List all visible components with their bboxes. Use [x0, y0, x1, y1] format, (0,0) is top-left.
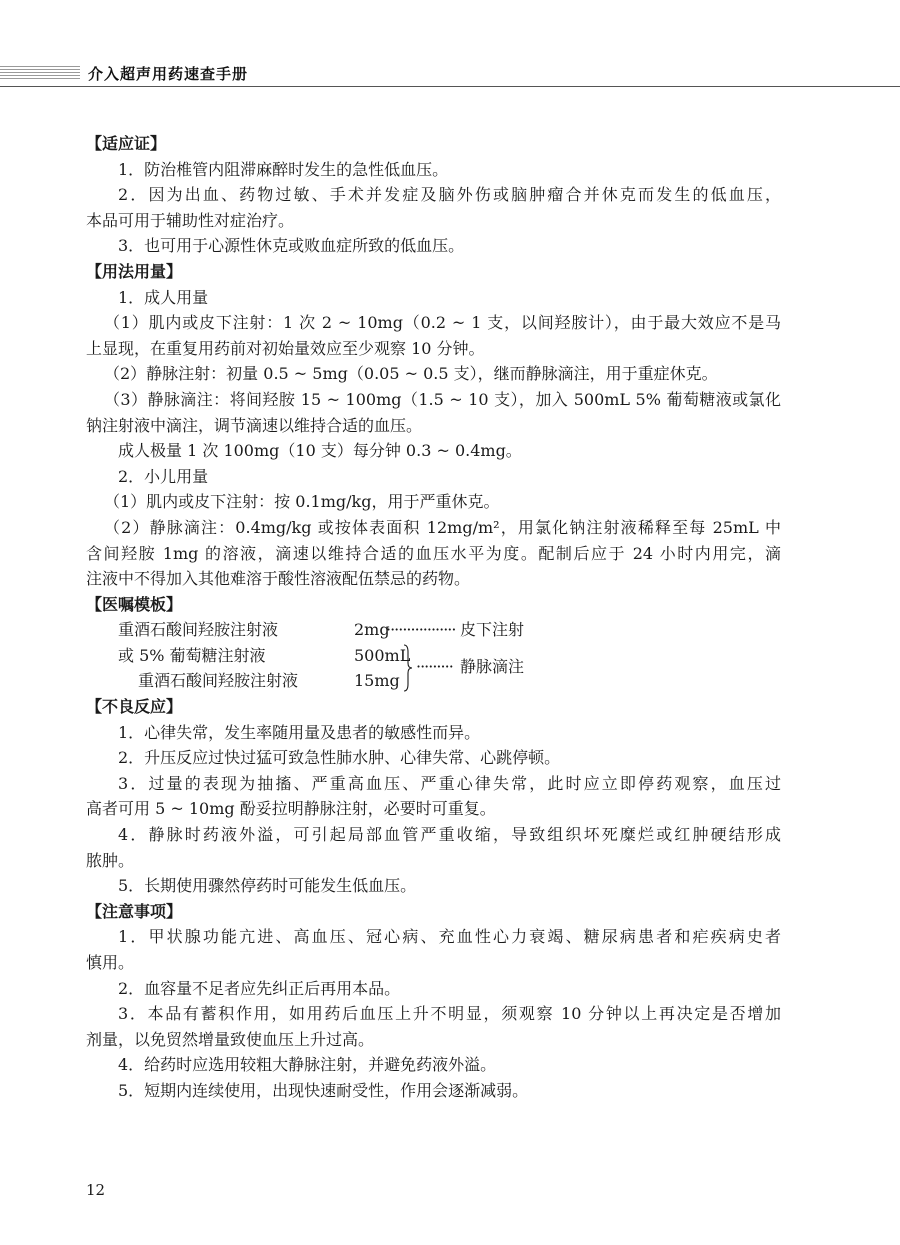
section-heading-prescription: 【医嘱模板】	[86, 594, 183, 614]
paragraph-line: 4．静脉时药液外溢，可引起局部血管严重收缩，导致组织坏死糜烂或红肿硬结形成	[118, 825, 781, 845]
section-heading-dosage: 【用法用量】	[86, 261, 183, 281]
paragraph-line: （3）静脉滴注：将间羟胺 15 ~ 100mg（1.5 ~ 10 支），加入 500mL 5% 葡萄糖液或氯化	[104, 389, 781, 409]
paragraph-line: （1）肌内或皮下注射：按 0.1mg/kg，用于严重休克。	[104, 492, 500, 512]
section-heading-adverse: 【不良反应】	[86, 697, 183, 717]
paragraph-line: 1．甲状腺功能亢进、高血压、冠心病、充血性心力衰竭、糖尿病患者和疟疾病史者	[118, 927, 781, 947]
prescription-template	[86, 617, 781, 694]
paragraph-line: 2．血容量不足者应先纠正后再用本品。	[118, 978, 401, 998]
paragraph-line: 注液中不得加入其他难溶于酸性溶液配伍禁忌的药物。	[86, 569, 471, 589]
rx-drug-1: 重酒石酸间羟胺注射液	[118, 620, 279, 640]
paragraph-line: 2．小儿用量	[118, 466, 209, 486]
paragraph-line: 2．升压反应过快过猛可致急性肺水肿、心律失常、心跳停顿。	[118, 748, 561, 768]
paragraph-line: 5．短期内连续使用，出现快速耐受性，作用会逐渐减弱。	[118, 1080, 529, 1100]
paragraph-line: 2．因为出血、药物过敏、手术并发症及脑外伤或脑肿瘤合并休克而发生的低血压，	[118, 185, 781, 205]
paragraph-line: 3．本品有蓄积作用，如用药后血压上升不明显，须观察 10 分钟以上再决定是否增加	[118, 1004, 781, 1024]
rx-dots-1: ·················	[386, 620, 456, 640]
paragraph-line: 脓肿。	[86, 850, 135, 870]
paragraph-line: （2）静脉滴注：0.4mg/kg 或按体表面积 12mg/m²，用氯化钠注射液稀释至每 25mL 中	[104, 517, 781, 537]
paragraph-line: 4．给药时应选用较粗大静脉注射，并避免药液外溢。	[118, 1055, 497, 1075]
paragraph-line: 高者可用 5 ~ 10mg 酚妥拉明静脉注射，必要时可重复。	[86, 799, 496, 819]
paragraph-line: 剂量，以免贸然增量致使血压上升过高。	[86, 1029, 375, 1049]
paragraph-line: 本品可用于辅助性对症治疗。	[86, 210, 295, 230]
paragraph-line: 成人极量 1 次 100mg（10 支）每分钟 0.3 ~ 0.4mg。	[118, 441, 522, 461]
paragraph-line: 3．过量的表现为抽搐、严重高血压、严重心律失常，此时应立即停药观察，血压过	[118, 773, 781, 793]
paragraph-line: （1）肌内或皮下注射：1 次 2 ~ 10mg（0.2 ~ 1 支，以间羟胺计），由于最大效应不是马	[104, 313, 781, 333]
right-brace-icon	[403, 644, 413, 692]
rx-drug-2: 或 5% 葡萄糖注射液	[118, 645, 266, 665]
book-title: 介入超声用药速查手册	[88, 65, 249, 83]
paragraph-line: 1．成人用量	[118, 287, 209, 307]
rx-drug-3: 重酒石酸间羟胺注射液	[138, 671, 299, 691]
paragraph-line: 上显现，在重复用药前对初始量效应至少观察 10 分钟。	[86, 338, 485, 358]
header-stripe-decoration	[0, 66, 80, 79]
paragraph-line: 钠注射液中滴注，调节滴速以维持合适的血压。	[86, 415, 423, 435]
paragraph-line: 3．也可用于心源性休克或败血症所致的低血压。	[118, 236, 465, 256]
paragraph-line: 慎用。	[86, 953, 135, 973]
paragraph-line: 1．防治椎管内阻滞麻醉时发生的急性低血压。	[118, 159, 449, 179]
rx-route-combined: 静脉滴注	[460, 657, 525, 677]
page-number: 12	[86, 1181, 106, 1199]
rx-route-1: 皮下注射	[460, 620, 525, 640]
header-rule	[0, 86, 900, 87]
running-header	[0, 58, 900, 88]
rx-dose-2: 500mL	[354, 645, 411, 665]
rx-dose-3: 15mg	[354, 671, 400, 691]
section-heading-precautions: 【注意事项】	[86, 901, 183, 921]
paragraph-line: （2）静脉注射：初量 0.5 ~ 5mg（0.05 ~ 0.5 支），继而静脉滴注，用于重症休克。	[104, 364, 718, 384]
paragraph-line: 5．长期使用骤然停药时可能发生低血压。	[118, 876, 417, 896]
paragraph-line: 含间羟胺 1mg 的溶液，滴速以维持合适的血压水平为度。配制后应于 24 小时内用完，滴	[86, 543, 781, 563]
paragraph-line: 1．心律失常，发生率随用量及患者的敏感性而异。	[118, 722, 481, 742]
rx-dots-combined: ·········	[416, 657, 453, 677]
rx-dose-1: 2mg	[354, 620, 390, 640]
page-body	[86, 131, 781, 1104]
section-heading-indications: 【适应证】	[86, 134, 167, 153]
